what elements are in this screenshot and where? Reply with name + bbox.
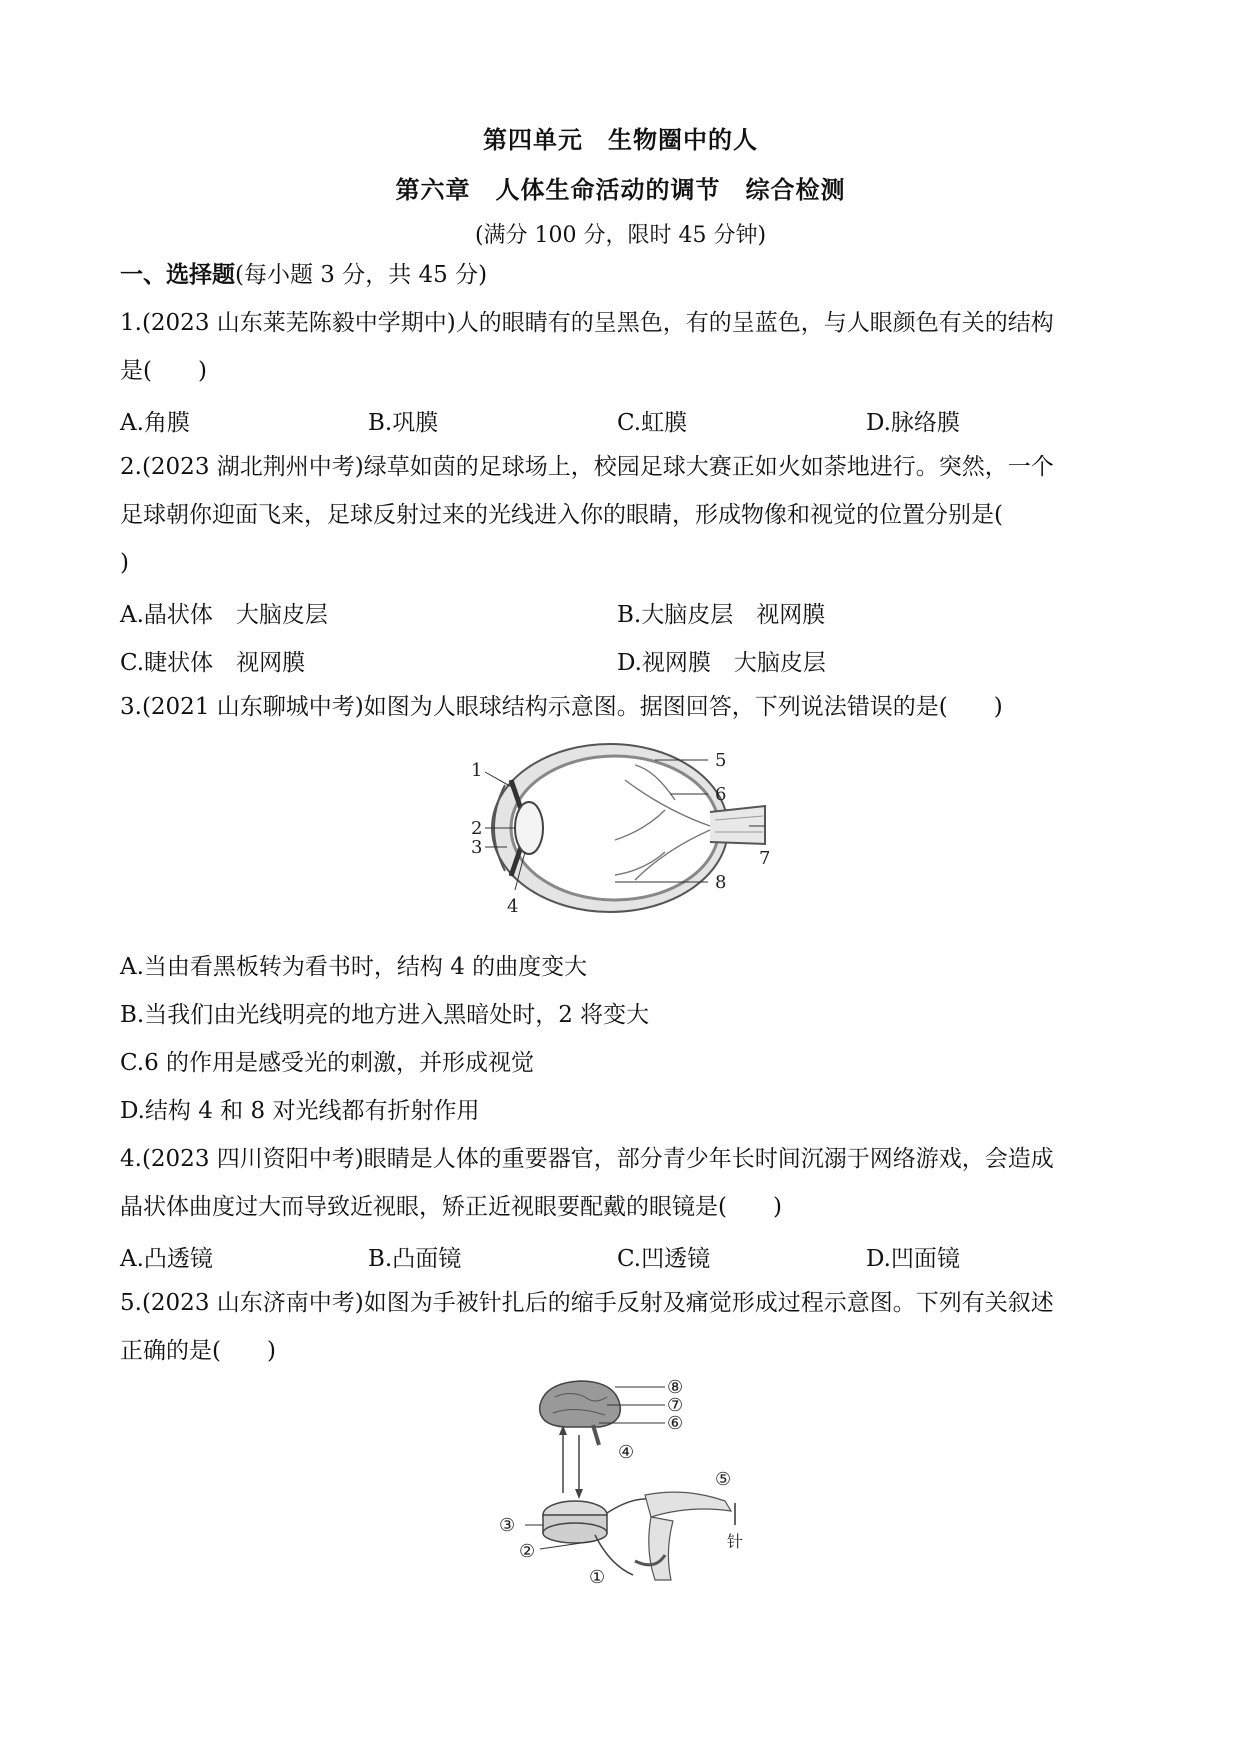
reflex-label-5: ⑤ bbox=[715, 1469, 732, 1490]
q5-stem-line1: 5.(2023 山东济南中考)如图为手被针扎后的缩手反射及痛觉形成过程示意图。下列有关叙述 bbox=[120, 1290, 1054, 1316]
reflex-arc-diagram bbox=[495, 1375, 755, 1590]
eye-label-8: 8 bbox=[715, 872, 727, 893]
q3-option-d: D.结构 4 和 8 对光线都有折射作用 bbox=[120, 1098, 480, 1124]
q2-option-d: D.视网膜 大脑皮层 bbox=[617, 650, 826, 676]
q4-option-b: B.凸面镜 bbox=[368, 1246, 462, 1272]
q2-stem-line3: ) bbox=[120, 550, 129, 576]
q3-option-c: C.6 的作用是感受光的刺激，并形成视觉 bbox=[120, 1050, 535, 1076]
score-time-note: (满分 100 分，限时 45 分钟) bbox=[474, 223, 767, 248]
eye-label-7: 7 bbox=[759, 848, 771, 869]
q1-stem-line2: 是( ) bbox=[120, 358, 207, 384]
q2-stem-line1: 2.(2023 湖北荆州中考)绿草如茵的足球场上，校园足球大赛正如火如荼地进行。突然，一个 bbox=[120, 454, 1054, 480]
eye-label-3: 3 bbox=[471, 837, 483, 858]
section-note: (每小题 3 分，共 45 分) bbox=[235, 262, 488, 288]
reflex-label-6: ⑥ bbox=[667, 1413, 684, 1434]
q5-stem-line2: 正确的是( ) bbox=[120, 1338, 276, 1364]
q4-option-c: C.凹透镜 bbox=[617, 1246, 711, 1272]
reflex-label-7: ⑦ bbox=[667, 1395, 684, 1416]
q1-option-d: D.脉络膜 bbox=[866, 410, 960, 436]
q3-stem: 3.(2021 山东聊城中考)如图为人眼球结构示意图。据图回答，下列说法错误的是( ) bbox=[120, 694, 1003, 720]
q4-option-d: D.凹面镜 bbox=[866, 1246, 960, 1272]
q2-option-a: A.晶状体 大脑皮层 bbox=[120, 602, 328, 628]
q3-option-a: A.当由看黑板转为看书时，结构 4 的曲度变大 bbox=[120, 954, 588, 980]
q4-stem-line1: 4.(2023 四川资阳中考)眼睛是人体的重要器官，部分青少年长时间沉溺于网络游戏，会造成 bbox=[120, 1146, 1054, 1172]
reflex-label-2: ② bbox=[519, 1541, 536, 1562]
q1-option-a: A.角膜 bbox=[120, 410, 190, 436]
q4-option-a: A.凸透镜 bbox=[120, 1246, 213, 1272]
unit-title: 第四单元 生物圈中的人 bbox=[483, 126, 758, 154]
eye-label-4: 4 bbox=[507, 896, 519, 917]
q1-stem-line1: 1.(2023 山东莱芜陈毅中学期中)人的眼睛有的呈黑色，有的呈蓝色，与人眼颜色有关的结构 bbox=[120, 310, 1054, 336]
needle-label: 针 bbox=[727, 1532, 744, 1551]
reflex-label-1: ① bbox=[589, 1567, 606, 1588]
q2-stem-line2: 足球朝你迎面飞来，足球反射过来的光线进入你的眼睛，形成物像和视觉的位置分别是( bbox=[120, 502, 1003, 528]
eye-label-5: 5 bbox=[715, 750, 727, 771]
eye-label-2: 2 bbox=[471, 818, 483, 839]
q3-option-b: B.当我们由光线明亮的地方进入黑暗处时，2 将变大 bbox=[120, 1002, 650, 1028]
chapter-title: 第六章 人体生命活动的调节 综合检测 bbox=[395, 176, 846, 204]
section-title: 一、选择题 bbox=[120, 262, 235, 288]
q4-stem-line2: 晶状体曲度过大而导致近视眼，矫正近视眼要配戴的眼镜是( ) bbox=[120, 1194, 782, 1220]
q1-option-c: C.虹膜 bbox=[617, 410, 688, 436]
eyeball-diagram bbox=[465, 740, 775, 920]
eye-label-1: 1 bbox=[471, 760, 483, 781]
section-heading bbox=[120, 260, 487, 290]
reflex-label-3: ③ bbox=[499, 1515, 516, 1536]
reflex-label-4: ④ bbox=[618, 1442, 635, 1463]
q2-option-b: B.大脑皮层 视网膜 bbox=[617, 602, 826, 628]
reflex-label-8: ⑧ bbox=[667, 1377, 684, 1398]
q1-option-b: B.巩膜 bbox=[368, 410, 439, 436]
q2-option-c: C.睫状体 视网膜 bbox=[120, 650, 306, 676]
eye-label-6: 6 bbox=[715, 784, 727, 805]
